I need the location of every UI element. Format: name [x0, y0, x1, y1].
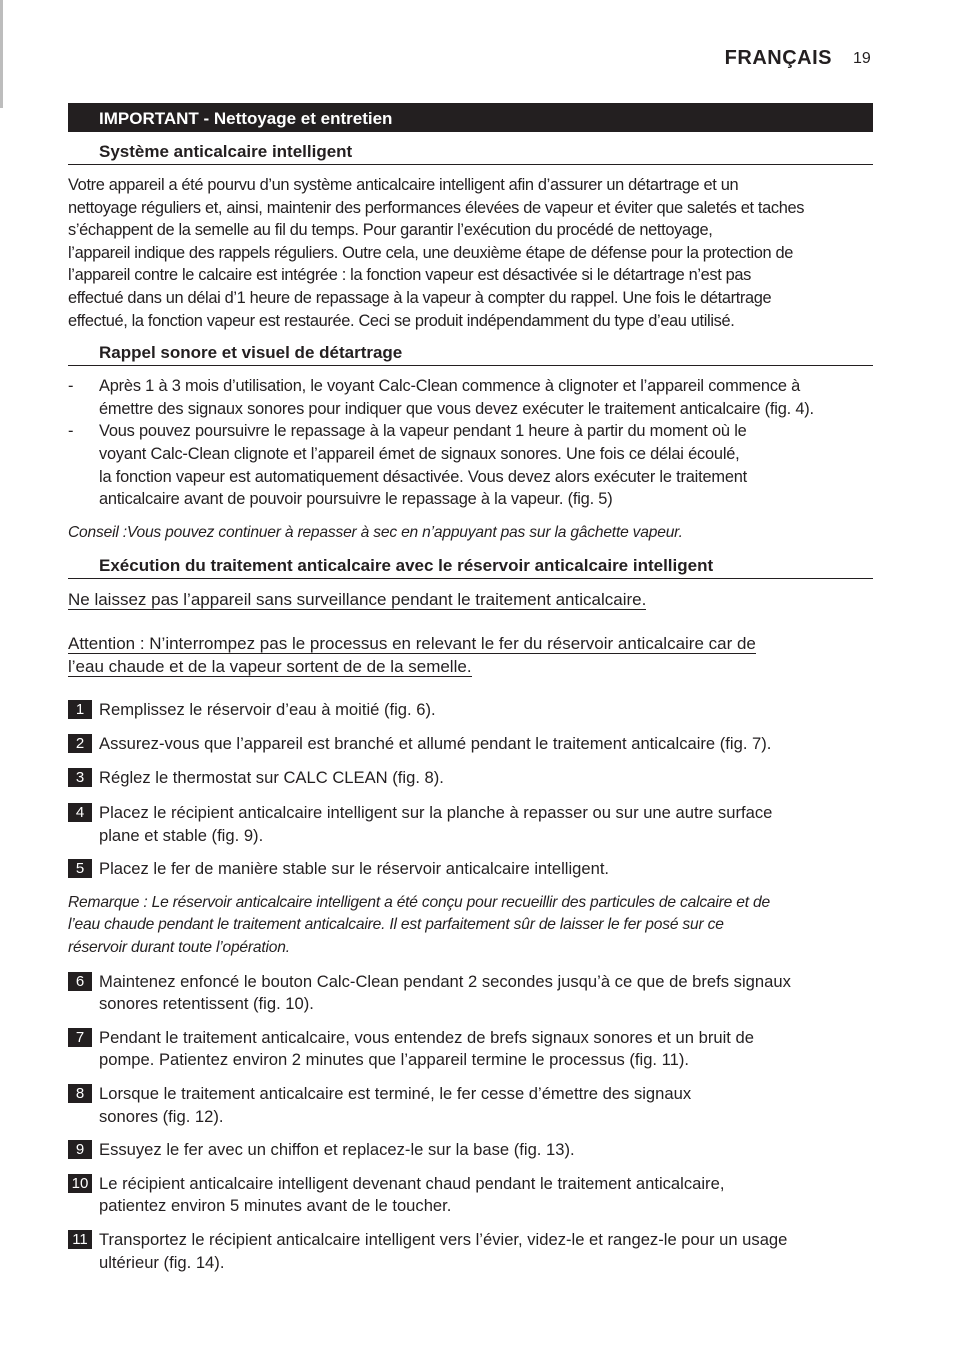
step-8 [68, 1083, 873, 1128]
language-header: FRANÇAIS [724, 47, 832, 69]
text-line: plane et stable (fig. 9). [99, 825, 264, 845]
text-line: Remarque : Le réservoir anticalcaire intelligent a été conçu pour recueillir des particules de calcaire et de [68, 893, 770, 911]
section-title-bar: IMPORTANT - Nettoyage et entretien [68, 103, 873, 132]
text-line: s’échappent de la semelle au fil du temps. Pour garantir l’exécution du procédé de nettoyage, [68, 221, 713, 240]
caution-text [68, 632, 873, 678]
page-edge-mark [0, 0, 3, 108]
reminder-heading: Rappel sonore et visuel de détartrage [68, 342, 873, 366]
reminder-bullets [68, 375, 873, 511]
text-line: Réglez le thermostat sur CALC CLEAN (fig. 8). [99, 767, 444, 787]
step-9 [68, 1139, 873, 1162]
text-line: Lorsque le traitement anticalcaire est terminé, le fer cesse d’émettre des signaux [99, 1084, 692, 1104]
text-line: nettoyage réguliers et, ainsi, maintenir des performances élevées de vapeur et éviter que saletés et taches [68, 198, 805, 217]
step-5 [68, 858, 873, 881]
step-number: 3 [68, 768, 92, 787]
step-number: 6 [68, 972, 92, 991]
text-line: effectué, la fonction vapeur est restaurée. Ceci se produit indépendamment du type d’eau utilisé. [68, 311, 735, 330]
text-line: Placez le récipient anticalcaire intelligent sur la planche à repasser ou sur une autre surface [99, 803, 773, 823]
step-10 [68, 1173, 873, 1218]
text-line: Après 1 à 3 mois d’utilisation, le voyant Calc-Clean commence à clignoter et l’appareil commence à [99, 377, 801, 396]
text-line: Placez le fer de manière stable sur le réservoir anticalcaire intelligent. [99, 859, 610, 879]
step-2 [68, 733, 873, 756]
text-line: réservoir durant toute l’opération. [68, 939, 290, 957]
text-line: Pendant le traitement anticalcaire, vous entendez de brefs signaux sonores et un bruit de [99, 1027, 754, 1047]
execution-heading: Exécution du traitement anticalcaire avec le réservoir anticalcaire intelligent [68, 555, 873, 579]
text-line: l’appareil contre le calcaire est intégrée : la fonction vapeur est désactivée si le détartrage n’est pas [68, 266, 752, 285]
warning-line: Ne laissez pas l’appareil sans surveillance pendant le traitement anticalcaire. [68, 590, 647, 610]
step-number: 10 [68, 1174, 92, 1193]
tip-text: Conseil :Vous pouvez continuer à repasser à sec en n’appuyant pas sur la gâchette vapeur. [68, 523, 683, 541]
step-number: 11 [68, 1230, 92, 1249]
text-line: sonores (fig. 12). [99, 1106, 224, 1126]
text-line: sonores retentissent (fig. 10). [99, 994, 314, 1014]
step-11 [68, 1229, 873, 1274]
text-line: Maintenez enfoncé le bouton Calc-Clean pendant 2 secondes jusqu’à ce que de brefs signaux [99, 971, 791, 991]
step-number: 1 [68, 700, 92, 719]
steps-list-b [68, 971, 873, 1275]
text-line: Assurez-vous que l’appareil est branché et allumé pendant le traitement anticalcaire (fig. 7). [99, 733, 772, 753]
step-number: 8 [68, 1084, 92, 1103]
step-7 [68, 1027, 873, 1072]
text-line: Vous pouvez poursuivre le repassage à la vapeur pendant 1 heure à partir du moment où le [99, 422, 747, 441]
system-paragraph [68, 174, 873, 332]
caution-line: Attention : N’interrompez pas le processus en relevant le fer du réservoir anticalcaire car de [68, 634, 756, 654]
page-number: 19 [853, 50, 871, 67]
text-line: voyant Calc-Clean clignote et l’appareil émet de signaux sonores. Une fois ce délai écoulé, [99, 444, 740, 463]
bullet-item [68, 375, 873, 420]
text-line: patientez environ 5 minutes avant de le toucher. [99, 1196, 452, 1216]
note-text [68, 892, 873, 960]
warning-text [68, 588, 873, 611]
caution-line: l’eau chaude et de la vapeur sortent de de la semelle. [68, 657, 472, 677]
step-1 [68, 699, 873, 722]
step-number: 5 [68, 859, 92, 878]
bullet-item [68, 420, 873, 510]
system-heading: Système anticalcaire intelligent [68, 141, 873, 165]
text-line: la fonction vapeur est automatiquement désactivée. Vous devez alors exécuter le traitement [99, 467, 748, 486]
text-line: Essuyez le fer avec un chiffon et replacez-le sur la base (fig. 13). [99, 1140, 575, 1160]
bullet-dash: - [68, 377, 74, 396]
text-line: ultérieur (fig. 14). [99, 1252, 225, 1272]
step-number: 9 [68, 1140, 92, 1159]
step-number: 4 [68, 803, 92, 822]
text-line: pompe. Patientez environ 2 minutes que l’appareil termine le processus (fig. 11). [99, 1050, 690, 1070]
text-line: l’appareil indique des rappels réguliers. Outre cela, une deuxième étape de défense pour la protection de [68, 243, 793, 262]
step-3 [68, 767, 873, 790]
text-line: anticalcaire avant de pouvoir poursuivre le repassage à la vapeur. (fig. 5) [99, 490, 613, 509]
step-number: 7 [68, 1028, 92, 1047]
text-line: Transportez le récipient anticalcaire intelligent vers l’évier, videz-le et rangez-le pour un usage [99, 1230, 788, 1249]
text-line: émettre des signaux sonores pour indiquer que vous devez exécuter le traitement anticalcaire (fig. 4). [99, 399, 814, 418]
text-line: Remplissez le réservoir d’eau à moitié (fig. 6). [99, 700, 436, 720]
text-line: effectué dans un délai d’1 heure de repassage à la vapeur à compter du rappel. Une fois le détartrage [68, 288, 772, 307]
text-line: Le récipient anticalcaire intelligent devenant chaud pendant le traitement anticalcaire, [99, 1173, 725, 1193]
step-6 [68, 971, 873, 1016]
text-line: Votre appareil a été pourvu d’un système anticalcaire intelligent afin d’assurer un détartrage et un [68, 176, 739, 194]
bullet-dash: - [68, 422, 74, 441]
step-4 [68, 802, 873, 847]
step-number: 2 [68, 734, 92, 753]
steps-list-a [68, 699, 873, 881]
text-line: l’eau chaude pendant le traitement anticalcaire. Il est parfaitement sûr de laisser le fer posé sur ce [68, 916, 724, 934]
page-content [68, 103, 873, 1274]
